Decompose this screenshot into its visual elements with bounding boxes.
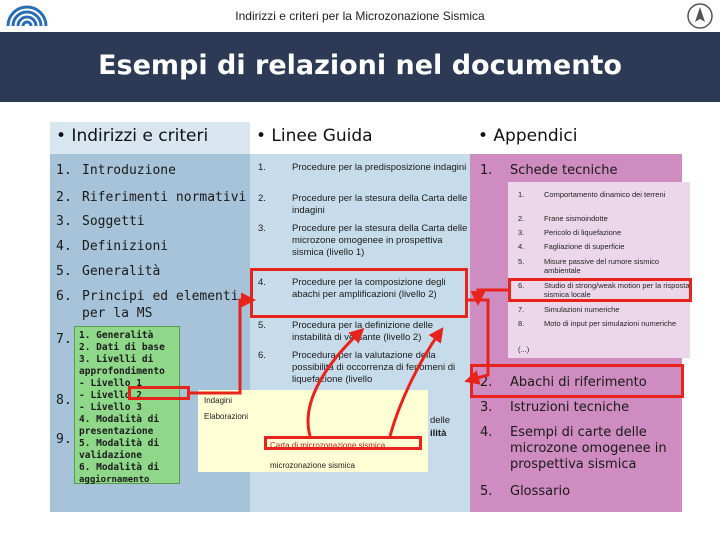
box-line: 4. Modalità di xyxy=(79,414,160,425)
list-item: 3. Soggetti xyxy=(56,214,145,229)
list-item: 5. Generalità xyxy=(56,264,161,279)
list-item: 4. Procedure per la composizione degli abachi per amplificazioni (livello 2) xyxy=(258,277,446,300)
list-item: 4. Fagliazione di superficie xyxy=(518,242,625,251)
list-more: (...) xyxy=(518,345,530,354)
list-item: 6. Studio di strong/weak motion per la risposta sismica locale xyxy=(518,281,690,299)
slide-heading: Esempi di relazioni nel documento xyxy=(98,50,622,81)
list-item: 3. Pericolo di liquefazione xyxy=(518,228,622,237)
column-indirizzi-heading: • Indirizzi e criteri xyxy=(50,122,250,154)
list-item: 1. Schede tecniche xyxy=(480,163,618,178)
box-line: 2. Dati di base xyxy=(79,342,165,353)
list-item: 8. xyxy=(56,393,72,408)
list-item-fragment: delle xyxy=(430,415,451,426)
list-item: 2. Frane sismoindotte xyxy=(518,214,608,223)
list-item: 8. Moto di input per simulazioni numeriche xyxy=(518,319,677,328)
highlight-box-abachi xyxy=(250,268,468,318)
list-item: 2. Riferimenti normativi xyxy=(56,190,247,205)
workflow-label: Indagini xyxy=(204,396,233,405)
highlight-box-appendice-abachi xyxy=(470,364,684,398)
list-item: 4. Definizioni xyxy=(56,239,169,254)
list-item: 1. Procedure per la predisposizione indagini xyxy=(258,162,467,173)
top-bar xyxy=(0,0,720,32)
box-line: - Livello 1 xyxy=(79,378,142,389)
workflow-label: Carta di microzonazione sismica xyxy=(270,441,386,450)
highlight-box-strong-motion xyxy=(508,278,692,302)
highlight-box-carta xyxy=(264,436,422,450)
emblem-icon xyxy=(686,2,714,30)
box-line: validazione xyxy=(79,450,142,461)
box-line: - Livello 2 xyxy=(79,390,142,401)
box-line: approfondimento xyxy=(79,366,165,377)
list-item: 5. Misure passive del rumore sismico ambientale xyxy=(518,257,660,275)
list-item: 2. Abachi di riferimento xyxy=(480,375,647,390)
list-item: 3. Istruzioni tecniche xyxy=(480,400,630,415)
box-line: aggiornamento xyxy=(79,475,150,485)
list-item: 1. Introduzione xyxy=(56,163,176,178)
list-item: per la MS xyxy=(82,306,153,321)
box-line: 6. Modalità di xyxy=(79,462,160,473)
box-line: 3. Livelli di xyxy=(79,354,154,365)
list-item: 5. Procedura per la definizione delle instabilità di versante (livello 2) xyxy=(258,320,434,343)
column-appendici-heading: • Appendici xyxy=(470,122,682,154)
column-linee-guida-heading: • Linee Guida xyxy=(250,122,470,154)
livelli-box xyxy=(74,326,180,484)
list-item: 7. Simulazioni numeriche xyxy=(518,305,620,314)
list-item: 2. Procedure per la stesura della Carta delle indagini xyxy=(258,193,468,216)
list-item: 3. Procedure per la stesura della Carta delle microzone omogenee in prospettiva sismica (livello 1) xyxy=(258,223,468,258)
list-item: 9. xyxy=(56,432,72,447)
workflow-label: Elaborazioni xyxy=(204,412,249,421)
highlight-box-livello2 xyxy=(128,386,190,400)
box-line: - Livello 3 xyxy=(79,402,142,413)
list-item: 1. Comportamento dinamico dei terreni xyxy=(518,190,666,199)
document-title: Indirizzi e criteri per la Microzonazione Sismica xyxy=(235,9,485,23)
list-item: 5. Glossario xyxy=(480,484,571,499)
box-line: 5. Modalità di xyxy=(79,438,160,449)
list-item-fragment: ilità xyxy=(430,428,447,439)
list-item: 7. xyxy=(56,332,72,347)
list-item: 6. Procedura per la valutazione della possibilità di occorrenza di fenomeni di liquefazione (livello xyxy=(258,350,456,385)
box-line: presentazione xyxy=(79,426,154,437)
workflow-label: microzonazione sismica xyxy=(270,461,355,470)
list-item: 4. Esempi di carte delle microzone omogenee in prospettiva sismica xyxy=(480,425,667,472)
box-line: 1. Generalità xyxy=(79,330,154,341)
workflow-panel xyxy=(198,390,428,472)
list-item: 6. Principi ed elementi xyxy=(56,289,239,304)
slide-banner xyxy=(0,32,720,102)
